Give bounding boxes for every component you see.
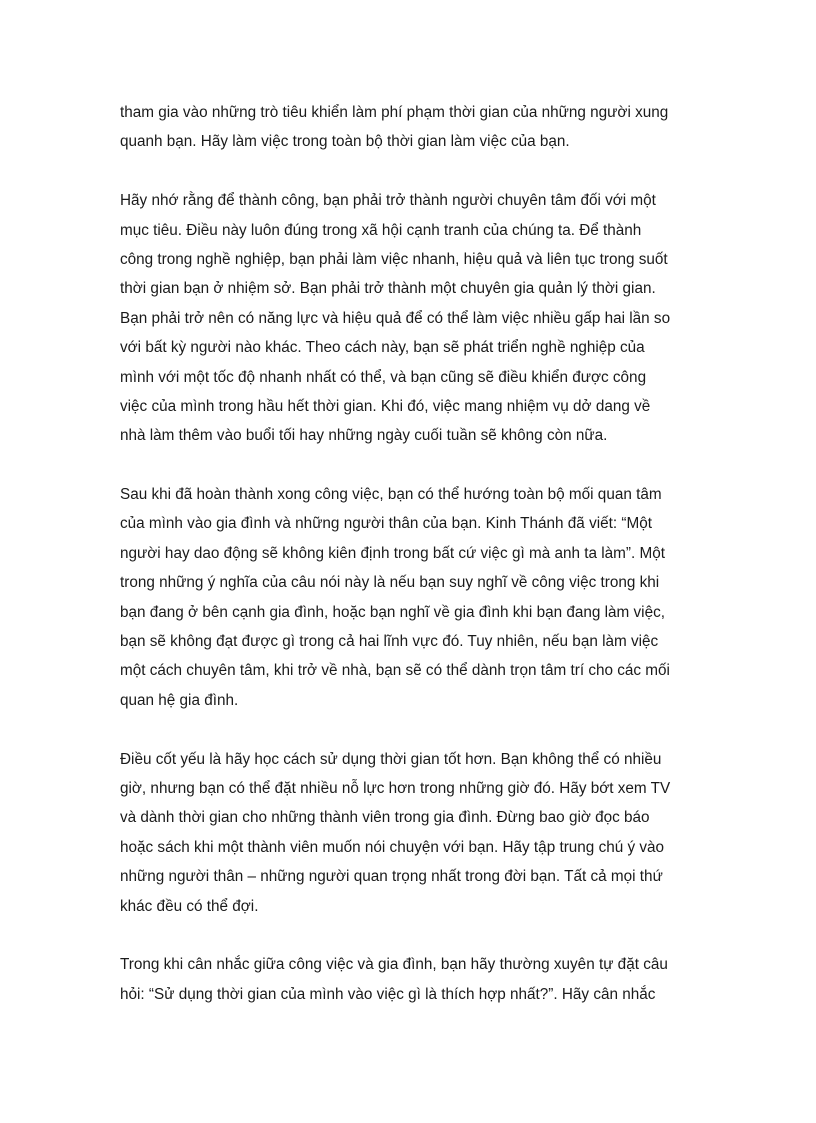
text-line: người hay dao động sẽ không kiên định trong bất cứ việc gì mà anh ta làm”. Một bbox=[120, 544, 665, 562]
text-line: việc của mình trong hầu hết thời gian. Khi đó, việc mang nhiệm vụ dở dang về bbox=[120, 397, 651, 415]
text-line: Điều cốt yếu là hãy học cách sử dụng thời gian tốt hơn. Bạn không thể có nhiều bbox=[120, 750, 662, 768]
text-line: những người thân – những người quan trọng nhất trong đời bạn. Tất cả mọi thứ bbox=[120, 868, 663, 886]
text-line: hoặc sách khi một thành viên muốn nói chuyện với bạn. Hãy tập trung chú ý vào bbox=[120, 838, 665, 856]
document-page bbox=[120, 98, 700, 1039]
text-line: một cách chuyên tâm, khi trở về nhà, bạn sẽ có thể dành trọn tâm trí cho các mối bbox=[120, 662, 670, 680]
text-line: Bạn phải trở nên có năng lực và hiệu quả để có thể làm việc nhiều gấp hai lần so bbox=[120, 309, 671, 327]
text-line: mình với một tốc độ nhanh nhất có thể, và bạn cũng sẽ điều khiển được công bbox=[120, 368, 647, 386]
text-line: bạn sẽ không đạt được gì trong cả hai lĩnh vực đó. Tuy nhiên, nếu bạn làm việc bbox=[120, 633, 659, 651]
paragraph-1 bbox=[120, 98, 700, 157]
paragraph-5 bbox=[120, 950, 700, 1009]
text-line: Hãy nhớ rằng để thành công, bạn phải trở thành người chuyên tâm đối với một bbox=[120, 192, 656, 210]
paragraph-2 bbox=[120, 186, 700, 451]
text-line: Sau khi đã hoàn thành xong công việc, bạn có thể hướng toàn bộ mối quan tâm bbox=[120, 486, 662, 504]
text-line: hỏi: “Sử dụng thời gian của mình vào việc gì là thích hợp nhất?”. Hãy cân nhắc bbox=[120, 985, 656, 1003]
text-line: tham gia vào những trò tiêu khiển làm phí phạm thời gian của những người xung bbox=[120, 104, 669, 121]
paragraph-3 bbox=[120, 480, 700, 715]
text-line: giờ, nhưng bạn có thể đặt nhiều nỗ lực hơn trong những giờ đó. Hãy bớt xem TV bbox=[120, 779, 671, 797]
text-line: của mình vào gia đình và những người thân của bạn. Kinh Thánh đã viết: “Một bbox=[120, 515, 652, 533]
text-line: công trong nghề nghiệp, bạn phải làm việc nhanh, hiệu quả và liên tục trong suốt bbox=[120, 250, 668, 268]
text-line: trong những ý nghĩa của câu nói này là nếu bạn suy nghĩ về công việc trong khi bbox=[120, 574, 660, 592]
text-line: mục tiêu. Điều này luôn đúng trong xã hội cạnh tranh của chúng ta. Để thành bbox=[120, 221, 642, 239]
text-line: bạn đang ở bên cạnh gia đình, hoặc bạn nghĩ về gia đình khi bạn đang làm việc, bbox=[120, 603, 665, 621]
text-line: thời gian bạn ở nhiệm sở. Bạn phải trở thành một chuyên gia quản lý thời gian. bbox=[120, 280, 656, 298]
text-line: và dành thời gian cho những thành viên trong gia đình. Đừng bao giờ đọc báo bbox=[120, 809, 650, 827]
text-line: quanh bạn. Hãy làm việc trong toàn bộ thời gian làm việc của bạn. bbox=[120, 133, 570, 151]
paragraph-4 bbox=[120, 745, 700, 921]
text-line: nhà làm thêm vào buổi tối hay những ngày cuối tuần sẽ không còn nữa. bbox=[120, 427, 608, 445]
text-line: Trong khi cân nhắc giữa công việc và gia đình, bạn hãy thường xuyên tự đặt câu bbox=[120, 956, 668, 974]
text-line: khác đều có thể đợi. bbox=[120, 897, 259, 915]
text-line: quan hệ gia đình. bbox=[120, 691, 239, 709]
text-line: với bất kỳ người nào khác. Theo cách này, bạn sẽ phát triển nghề nghiệp của bbox=[120, 339, 645, 357]
